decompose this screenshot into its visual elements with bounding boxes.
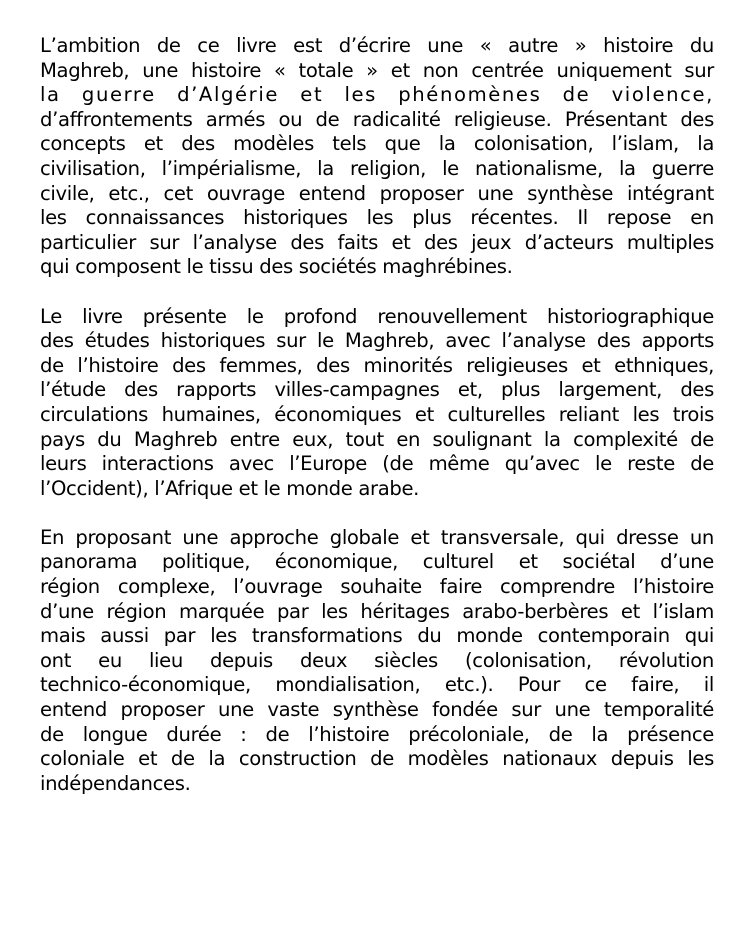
text-line: de l’histoire des femmes, des minorités religieuses et ethniques, (40, 353, 714, 377)
paragraph-2 (40, 305, 714, 502)
text-line: panorama politique, économique, culturel et sociétal d’une (40, 550, 714, 574)
text-line: L’ambition de ce livre est d’écrire une « autre » histoire du (40, 34, 714, 57)
text-line: indépendances. (40, 771, 191, 795)
text-line: concepts et des modèles tels que la colonisation, l’islam, la (40, 132, 714, 156)
text-line: d’une région marquée par les héritages arabo-berbères et l’islam (40, 599, 714, 623)
text-line: région complexe, l’ouvrage souhaite faire comprendre l’histoire (40, 575, 714, 599)
text-line: entend proposer une vaste synthèse fondée sur une temporalité (40, 698, 714, 722)
text-line: civile, etc., cet ouvrage entend proposer une synthèse intégrant (40, 181, 714, 205)
text-line: En proposant une approche globale et transversale, qui dresse un (40, 525, 714, 549)
text-line: de longue durée : de l’histoire précoloniale, de la présence (40, 722, 714, 746)
text-line: l’Occident), l’Afrique et le monde arabe. (40, 476, 420, 500)
text-line: qui composent le tissu des sociétés maghrébines. (40, 255, 513, 279)
text-line: technico-économique, mondialisation, etc.). Pour ce faire, il (40, 673, 714, 697)
paragraph-3 (40, 526, 714, 797)
paragraph-1 (40, 34, 714, 280)
text-line: l’étude des rapports villes-campagnes et, plus largement, des (40, 378, 714, 402)
text-line: pays du Maghreb entre eux, tout en soulignant la complexité de (40, 427, 714, 451)
text-line: les connaissances historiques les plus récentes. Il repose en (40, 206, 714, 230)
text-line: la guerre d’Algérie et les phénomènes de violence, (40, 83, 714, 107)
text-line: ont eu lieu depuis deux siècles (colonisation, révolution (40, 648, 714, 672)
text-line: des études historiques sur le Maghreb, avec l’analyse des apports (40, 329, 714, 353)
document-body (40, 34, 714, 796)
text-line: leurs interactions avec l’Europe (de même qu’avec le reste de (40, 452, 714, 476)
text-line: civilisation, l’impérialisme, la religion, le nationalisme, la guerre (40, 156, 714, 180)
text-line: d’affrontements armés ou de radicalité religieuse. Présentant des (40, 107, 714, 131)
text-line: particulier sur l’analyse des faits et des jeux d’acteurs multiples (40, 230, 714, 254)
text-line: Le livre présente le profond renouvellement historiographique (40, 304, 714, 328)
text-line: Maghreb, une histoire « totale » et non centrée uniquement sur (40, 58, 714, 82)
text-line: circulations humaines, économiques et culturelles reliant les trois (40, 402, 714, 426)
text-line: coloniale et de la construction de modèles nationaux depuis les (40, 747, 714, 771)
text-line: mais aussi par les transformations du monde contemporain qui (40, 624, 714, 648)
